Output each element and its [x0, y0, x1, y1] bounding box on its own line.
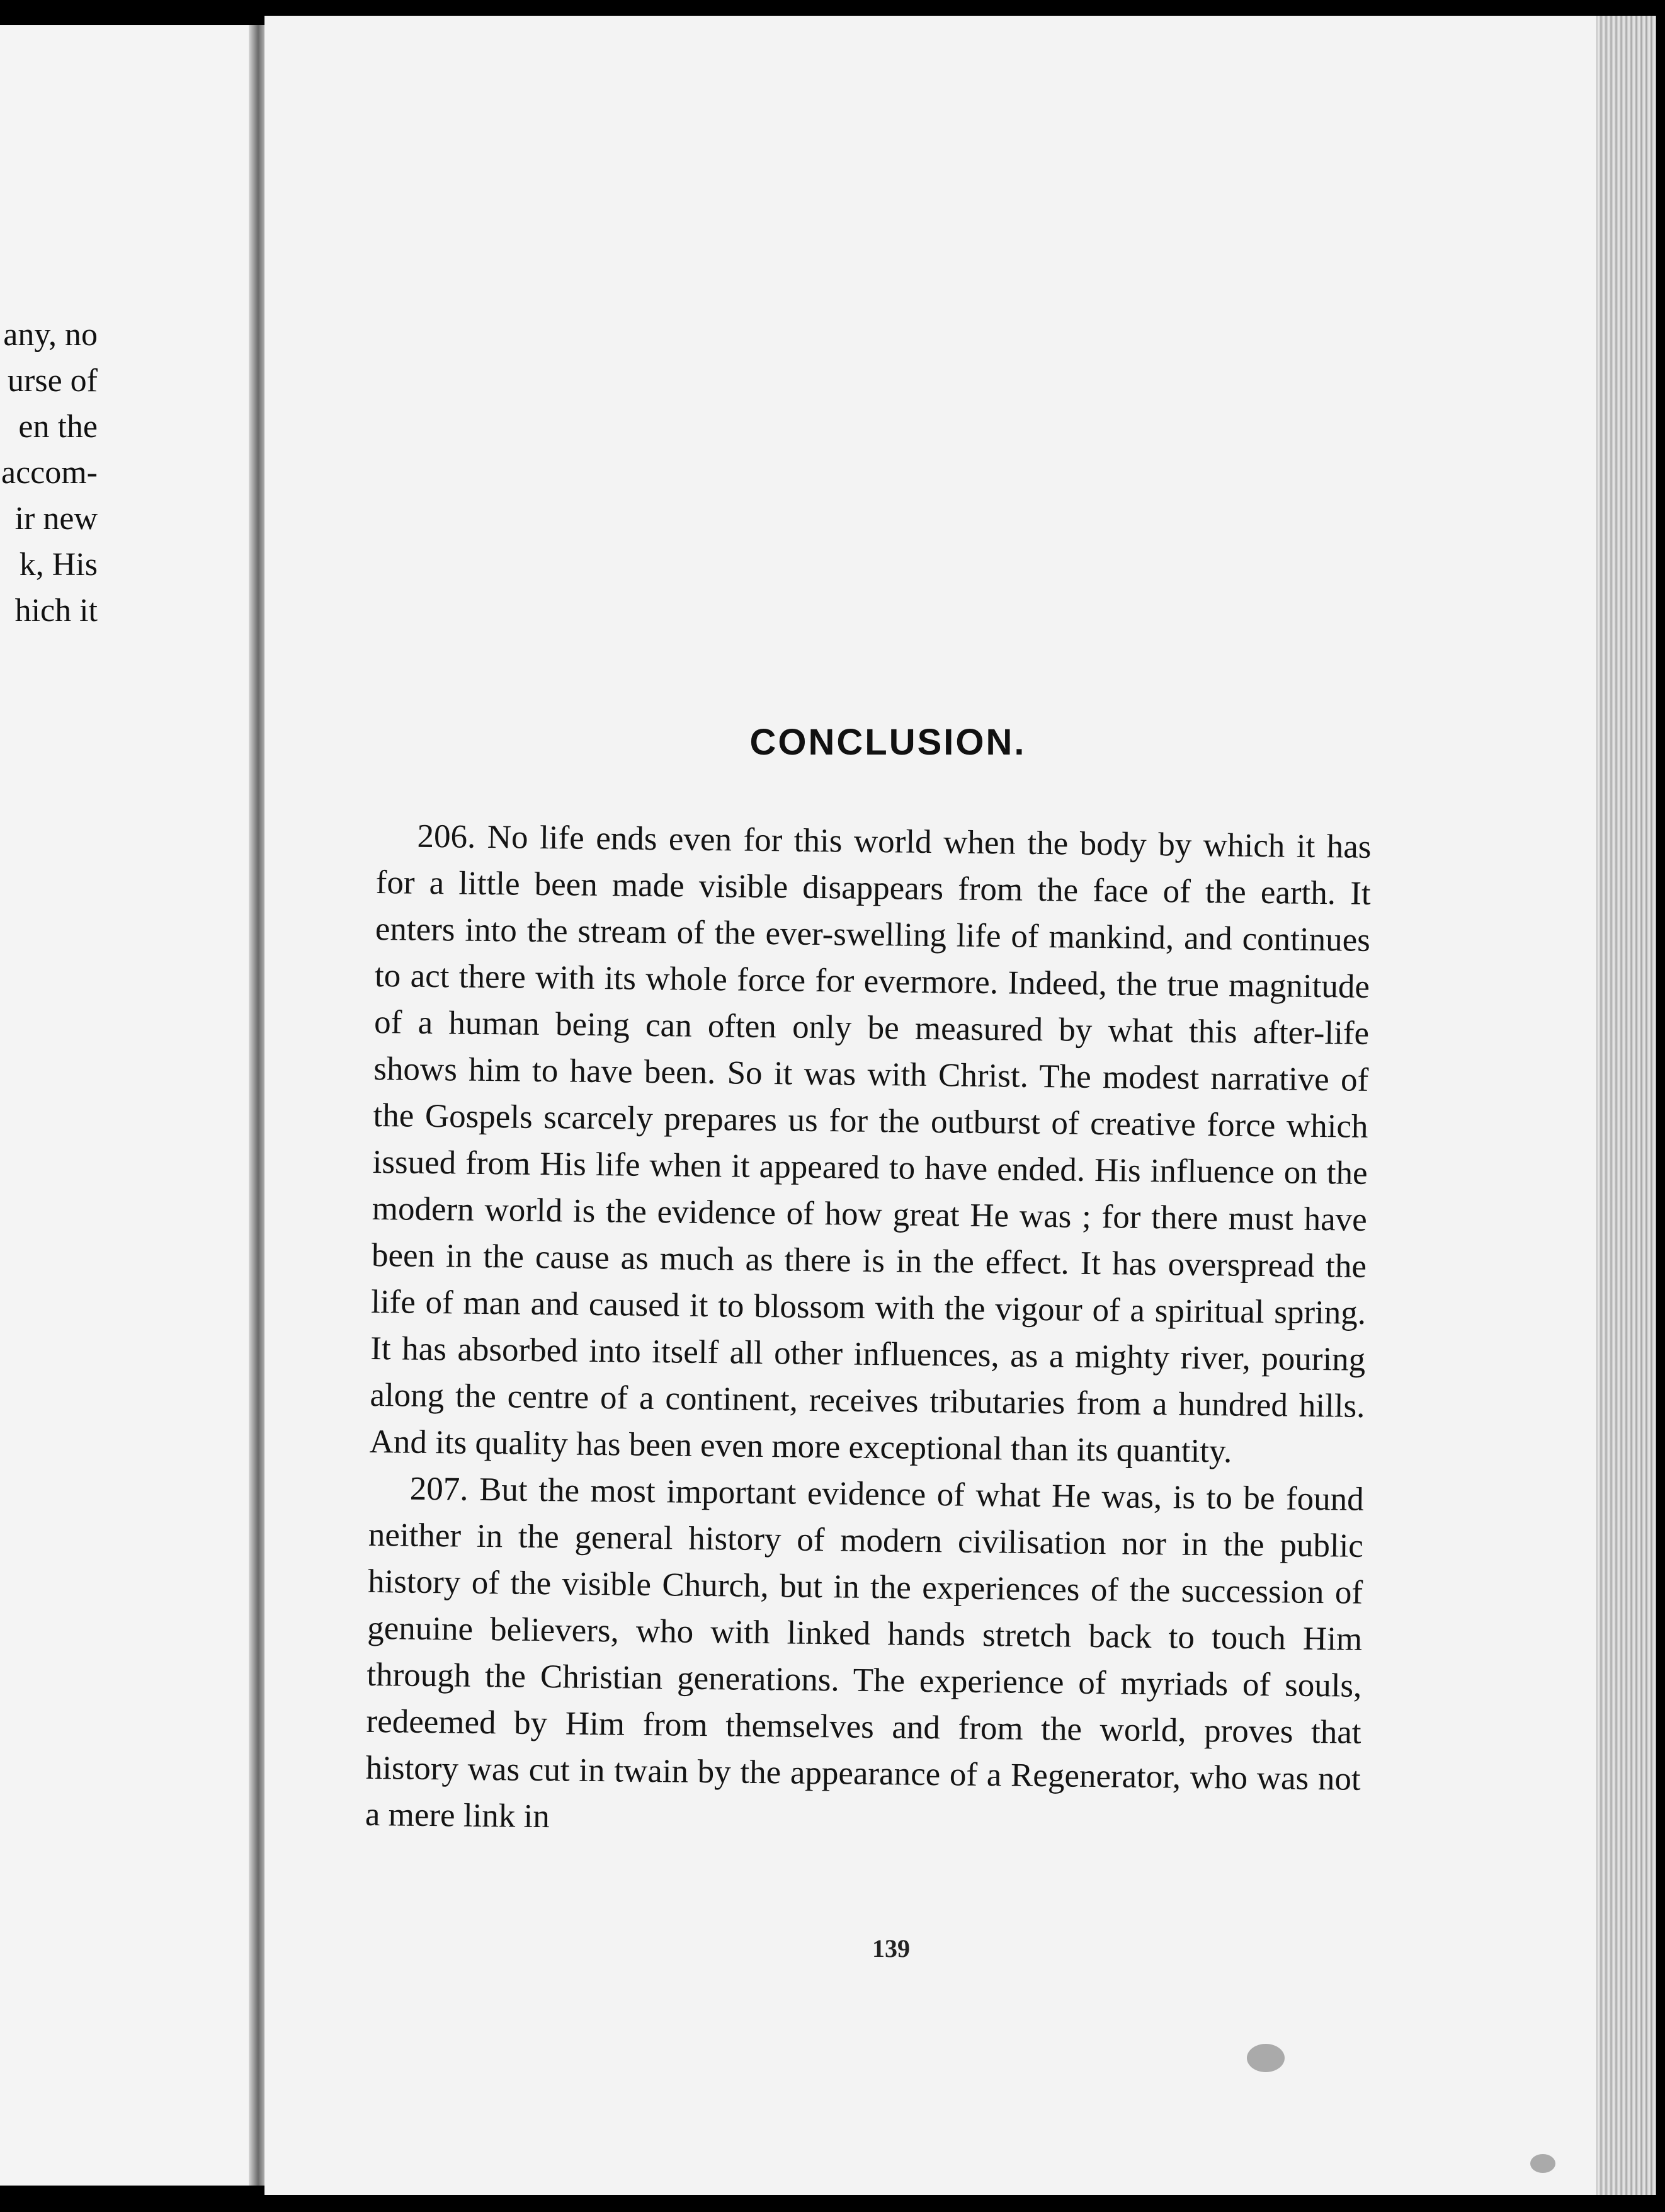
body-text [365, 812, 1372, 1849]
page-number: 139 [872, 1934, 910, 1963]
left-line: en the [18, 409, 98, 445]
left-line: urse of [8, 363, 98, 399]
right-page [264, 16, 1656, 2195]
left-line: ir new [14, 501, 98, 537]
left-page [0, 25, 268, 2186]
left-line: k, His [19, 547, 98, 583]
page-edge [1596, 16, 1656, 2195]
left-line: any, no [3, 317, 98, 353]
left-line: hich it [14, 593, 98, 629]
paper-speck [1530, 2154, 1555, 2173]
paragraph-207: 207. But the most important evidence of what He was, is to be found neither in the general history of modern civilisation nor in the public history of the visible Church, but in the experiences of the succession of genuine believers, who with linked hands stretch back to touch Him through the Christian generations. The experience of myriads of souls, redeemed by Him from themselves and from the world, proves that history was cut in twain by the appearance of a Regenerator, who was not a mere link in [365, 1470, 1365, 1835]
left-page-text [1, 312, 98, 634]
paper-speck [1247, 2044, 1285, 2072]
left-line: accom- [1, 455, 98, 491]
paragraph-206: 206. No life ends even for this world when the body by which it has for a little been made visible disappears from the face of the earth. It enters into the stream of the ever-swelling life of mankind, and continues to act there with its whole force for evermore. Indeed, the true magnitude of a human being can often only be measured by what this after-life shows him to have been. So it was with Christ. The modest narrative of the Gospels scarcely prepares us for the outburst of creative force which issued from His life when it appeared to have ended. His influence on the modern world is the evidence of how great He was ; for there must have been in the cause as much as there is in the effect. It has overspread the life of man and caused it to blossom with the vigour of a spiritual spring. It has absorbed into itself all other influences, as a mighty river, pouring along the centre of a continent, receives tributaries from a hundred hills. And its quality has been even more exceptional than its quantity. [369, 818, 1372, 1470]
chapter-title: CONCLUSION. [749, 722, 1026, 763]
